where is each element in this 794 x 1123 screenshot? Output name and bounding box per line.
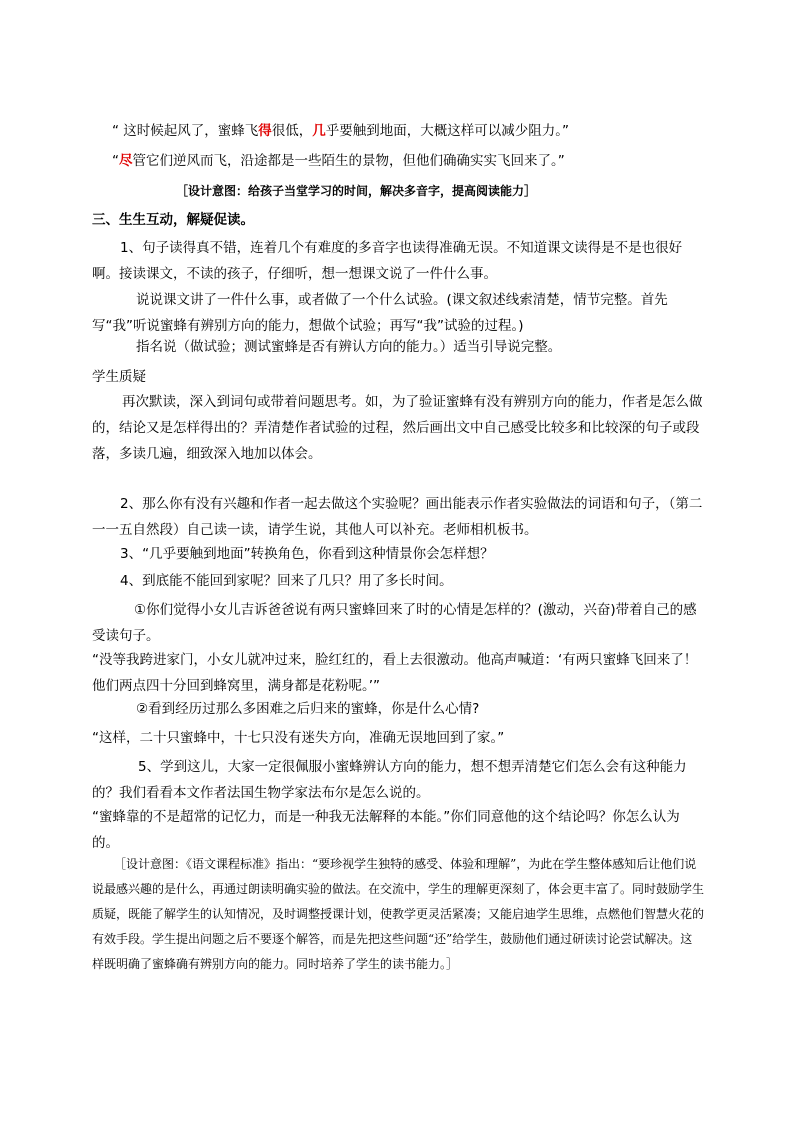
quote-sentence-2 xyxy=(112,152,565,170)
quote-text: 很低， xyxy=(271,123,313,139)
paragraph-14: “蜜蜂靠的不是超常的记忆力，而是一种我无法解释的本能。”你们同意他的这个结论吗？你怎么认为的。 xyxy=(92,809,680,851)
highlight-char: 几 xyxy=(312,123,326,139)
paragraph-2: 说说课文讲了一件什么事，或者做了一个什么试验。(课文叙述线索清楚，情节完整。首先写“我”听说蜜蜂有辨别方向的能力，想做个试验；再写“我”试验的过程。) xyxy=(92,292,668,334)
quote-text: 乎要触到地面，大概这样可以减少阻力。” xyxy=(325,123,570,139)
paragraph-8: 4、到底能不能回到家呢？回来了几只？用了多长时间。 xyxy=(120,573,453,589)
paragraph-12: “这样，二十只蜜蜂中，十七只没有迷失方向，准确无误地回到了家。” xyxy=(92,730,505,746)
paragraph-11: ②看到经历过那么多困难之后归来的蜜蜂，你是什么心情? xyxy=(136,701,480,717)
quote-text: 管它们逆风而飞，沿途都是一些陌生的景物，但他们确确实实飞回来了。” xyxy=(132,153,565,169)
paragraph-10: “没等我跨进家门，小女儿就冲过来，脸红红的，看上去很激动。他高声喊道：‘有两只蜜蜂飞回来了！他们两点四十分回到蜂窝里，满身都是花粉呢。’” xyxy=(92,652,698,694)
paragraph-5: 再次默读，深入到词句或带着问题思考。如，为了验证蜜蜂有没有辨别方向的能力，作者是怎么做的，结论又是怎样得出的？弄清楚作者试验的过程，然后画出文中自己感受比较多和比较深的句子或段落，多读几遍，细致深入地加以体会。 xyxy=(92,394,703,462)
paragraph-13: 5、学到这儿，大家一定很佩服小蜜蜂辨认方向的能力，想不想弄清楚它们怎么会有这种能力的？我们看看本文作者法国生物学家法布尔是怎么说的。 xyxy=(92,759,687,801)
paragraph-7: 3、“几乎要触到地面”转换角色，你看到这种情景你会怎样想？ xyxy=(120,546,494,562)
highlight-char: 得 xyxy=(258,123,272,139)
quote-sentence-1 xyxy=(112,122,569,140)
quote-open: “ xyxy=(112,123,119,139)
highlight-char: 尽 xyxy=(119,153,133,169)
paragraph-4: 学生质疑 xyxy=(92,369,146,385)
quote-open: “ xyxy=(112,153,119,169)
paragraph-6: 2、那么你有没有兴趣和作者一起去做这个实验呢？画出能表示作者实验做法的词语和句子，（第二一一五自然段）自己读一读，请学生说，其他人可以补充。老师相机板书。 xyxy=(92,496,703,538)
paragraph-1: 1、句子读得真不错，连着几个有难度的多音字也读得准确无误。不知道课文读得是不是也很好啊。接读课文，不读的孩子，仔细听，想一想课文说了一件什么事。 xyxy=(92,240,683,282)
paragraph-9: ①你们觉得小女儿吉诉爸爸说有两只蜜蜂回来了时的心情是怎样的？(激动，兴奋)带着自己的感受读句子。 xyxy=(92,602,697,644)
section-heading: 三、生生互动，解疑促读。 xyxy=(92,212,254,228)
paragraph-3: 指名说（做试验；测试蜜蜂是否有辨认方向的能力。）适当引导说完整。 xyxy=(136,339,562,355)
design-intent-2: ［设计意图：《语文课程标准》指出：“要珍视学生独特的感受、体验和理解”，为此在学生整体感知后让他们说说最感兴趣的是什么，再通过朗读明确实验的做法。在交流中，学生的理解更深刻了，体会更丰富了。同时鼓励学生质疑，既能了解学生的认知情况，及时调整授课计划，使教学更灵活紧凑；又能启迪学生思维，点燃他们智慧火花的有效手段。学生提出问题之后不要逐个解答，而是先把这些问题“还”给学生，鼓励他们通过研读讨论尝试解决。这样既明确了蜜蜂确有辨别方向的能力。同时培养了学生的读书能力。］ xyxy=(92,857,705,971)
quote-text: 这时候起风了，蜜蜂飞 xyxy=(119,123,259,139)
design-intent-1: ［设计意图：给孩子当堂学习的时间，解决多音字，提高阅读能力］ xyxy=(176,184,537,198)
